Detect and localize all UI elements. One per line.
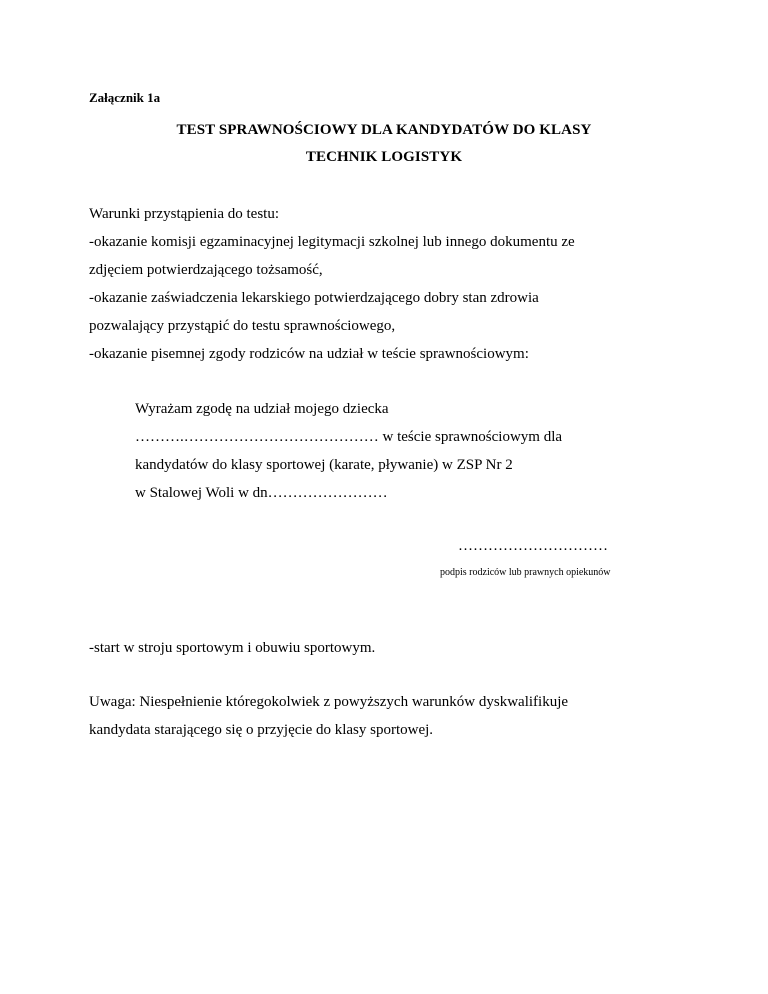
document-title-line-2: TECHNIK LOGISTYK — [305, 149, 463, 165]
condition-4: -start w stroju sportowym i obuwiu sportowym. — [89, 640, 376, 656]
consent-line-3: kandydatów do klasy sportowej (karate, pływanie) w ZSP Nr 2 — [135, 457, 513, 473]
signature-caption: podpis rodziców lub prawnych opiekunów — [440, 567, 611, 578]
signature-line: ………………………… — [458, 538, 608, 554]
note-line-1: Uwaga: Niespełnienie któregokolwiek z powyższych warunków dyskwalifikuje — [89, 694, 569, 710]
annex-label: Załącznik 1a — [89, 90, 161, 105]
conditions-heading: Warunki przystąpienia do testu: — [89, 206, 279, 222]
condition-1-line-2: zdjęciem potwierdzającego tożsamość, — [89, 262, 323, 278]
consent-line-2: ……….………………………………… w teście sprawnościowym dla — [135, 429, 563, 445]
condition-2-line-2: pozwalający przystąpić do testu sprawnościowego, — [89, 318, 396, 334]
condition-2-line-1: -okazanie zaświadczenia lekarskiego potwierdzającego dobry stan zdrowia — [89, 290, 539, 306]
condition-3: -okazanie pisemnej zgody rodziców na udział w teście sprawnościowym: — [89, 346, 529, 362]
condition-1-line-1: -okazanie komisji egzaminacyjnej legitymacji szkolnej lub innego dokumentu ze — [89, 234, 575, 250]
consent-line-1: Wyrażam zgodę na udział mojego dziecka — [135, 401, 389, 417]
note-line-2: kandydata starającego się o przyjęcie do klasy sportowej. — [89, 722, 434, 738]
document-title-line-1: TEST SPRAWNOŚCIOWY DLA KANDYDATÓW DO KLASY — [176, 122, 592, 138]
consent-line-4: w Stalowej Woli w dn…………………… — [135, 485, 388, 501]
